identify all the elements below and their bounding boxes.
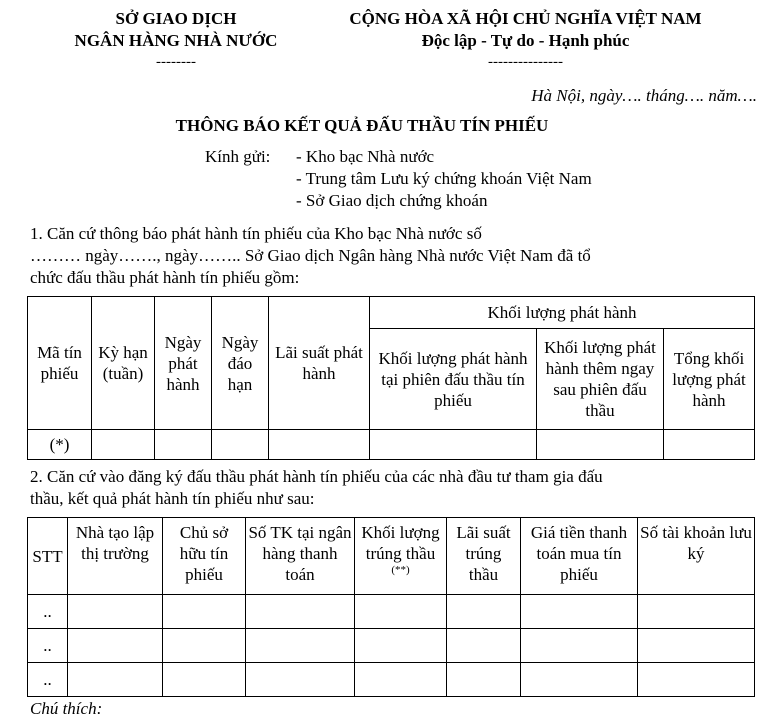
col-header: Khối lượng phát hành tại phiên đấu thầu tín phiếu: [370, 329, 537, 430]
col-header: Giá tiền thanh toán mua tín phiếu: [521, 518, 638, 595]
table-cell: [163, 663, 246, 697]
results-table: [27, 517, 755, 697]
col-header: Số TK tại ngân hàng thanh toán: [246, 518, 355, 595]
table-cell: [370, 430, 537, 460]
section1-text: [30, 223, 760, 289]
country-name: CỘNG HÒA XÃ HỘI CHỦ NGHĨA VIỆT NAM: [349, 9, 702, 28]
table-cell: [246, 629, 355, 663]
agency-line2: NGÂN HÀNG NHÀ NƯỚC: [74, 31, 278, 50]
agency-divider: --------: [156, 54, 196, 70]
table-cell: [447, 595, 521, 629]
table-cell: [447, 663, 521, 697]
table-cell: [664, 430, 755, 460]
table-cell: [155, 430, 212, 460]
agency-name: [18, 8, 334, 69]
table-cell: [92, 430, 155, 460]
table-cell: [68, 663, 163, 697]
table-cell: [521, 629, 638, 663]
table-cell: ..: [28, 663, 68, 697]
table-cell: [269, 430, 370, 460]
table-cell: [521, 663, 638, 697]
table-cell: [638, 629, 755, 663]
table-cell: [355, 663, 447, 697]
col-header-volume: [355, 518, 447, 595]
table-cell: (*): [28, 430, 92, 460]
table-row: [28, 430, 755, 460]
col-header: Lãi suất phát hành: [269, 297, 370, 430]
recipient-item: - Trung tâm Lưu ký chứng khoán Việt Nam: [296, 169, 592, 188]
table-cell: [638, 663, 755, 697]
col-header: Khối lượng trúng thầu: [361, 523, 440, 563]
section2-line: 2. Căn cứ vào đăng ký đấu thầu phát hành tín phiếu của các nhà đầu tư tham gia đấu: [30, 467, 603, 486]
table-cell: [246, 595, 355, 629]
table-cell: [355, 595, 447, 629]
group-header: Khối lượng phát hành: [370, 297, 755, 329]
table-cell: [537, 430, 664, 460]
col-header: Tổng khối lượng phát hành: [664, 329, 755, 430]
table-cell: [212, 430, 269, 460]
table-cell: [638, 595, 755, 629]
col-header: Ngày đáo hạn: [212, 297, 269, 430]
recipient-list: [296, 146, 592, 212]
date-line: Hà Nội, ngày…. tháng…. năm….: [531, 86, 757, 105]
document-title: THÔNG BÁO KẾT QUẢ ĐẤU THẦU TÍN PHIẾU: [175, 116, 549, 135]
table-cell: [68, 629, 163, 663]
section2-text: [30, 466, 760, 510]
section1-line: 1. Căn cứ thông báo phát hành tín phiếu của Kho bạc Nhà nước số: [30, 224, 482, 243]
col-header: Kỳ hạn (tuần): [92, 297, 155, 430]
table-cell: [68, 595, 163, 629]
agency-line1: SỞ GIAO DỊCH: [115, 9, 237, 28]
table-cell: [447, 629, 521, 663]
motto-divider: ---------------: [488, 54, 563, 70]
section2-line: thầu, kết quả phát hành tín phiếu như sau:: [30, 489, 315, 508]
table-cell: [355, 629, 447, 663]
col-header: Lãi suất trúng thầu: [447, 518, 521, 595]
table-row: [28, 663, 755, 697]
table-row: [28, 629, 755, 663]
table-row: [28, 595, 755, 629]
table-cell: [163, 595, 246, 629]
table-cell: [246, 663, 355, 697]
recipient-item: - Kho bạc Nhà nước: [296, 147, 435, 166]
col-header: STT: [28, 518, 68, 595]
col-header: Khối lượng phát hành thêm ngay sau phiên đấu thầu: [537, 329, 664, 430]
recipients-label: Kính gửi:: [205, 147, 271, 166]
section1-line: ……… ngày……., ngày…….. Sở Giao dịch Ngân hàng Nhà nước Việt Nam đã tổ: [30, 246, 591, 265]
section1-line: chức đấu thầu phát hành tín phiếu gồm:: [30, 268, 300, 287]
col-header: Số tài khoản lưu ký: [638, 518, 755, 595]
col-header: Chủ sở hữu tín phiếu: [163, 518, 246, 595]
motto: Độc lập - Tự do - Hạnh phúc: [421, 31, 630, 50]
volume-note: (**): [391, 564, 410, 576]
col-header: Mã tín phiếu: [28, 297, 92, 430]
issuance-table: [27, 296, 755, 460]
footnote-label: Chú thích:: [30, 699, 103, 718]
table-cell: ..: [28, 595, 68, 629]
recipient-item: - Sở Giao dịch chứng khoán: [296, 191, 488, 210]
table-cell: ..: [28, 629, 68, 663]
col-header: Nhà tạo lập thị trường: [68, 518, 163, 595]
national-motto: [290, 8, 761, 69]
col-header: Ngày phát hành: [155, 297, 212, 430]
table-cell: [521, 595, 638, 629]
table-cell: [163, 629, 246, 663]
